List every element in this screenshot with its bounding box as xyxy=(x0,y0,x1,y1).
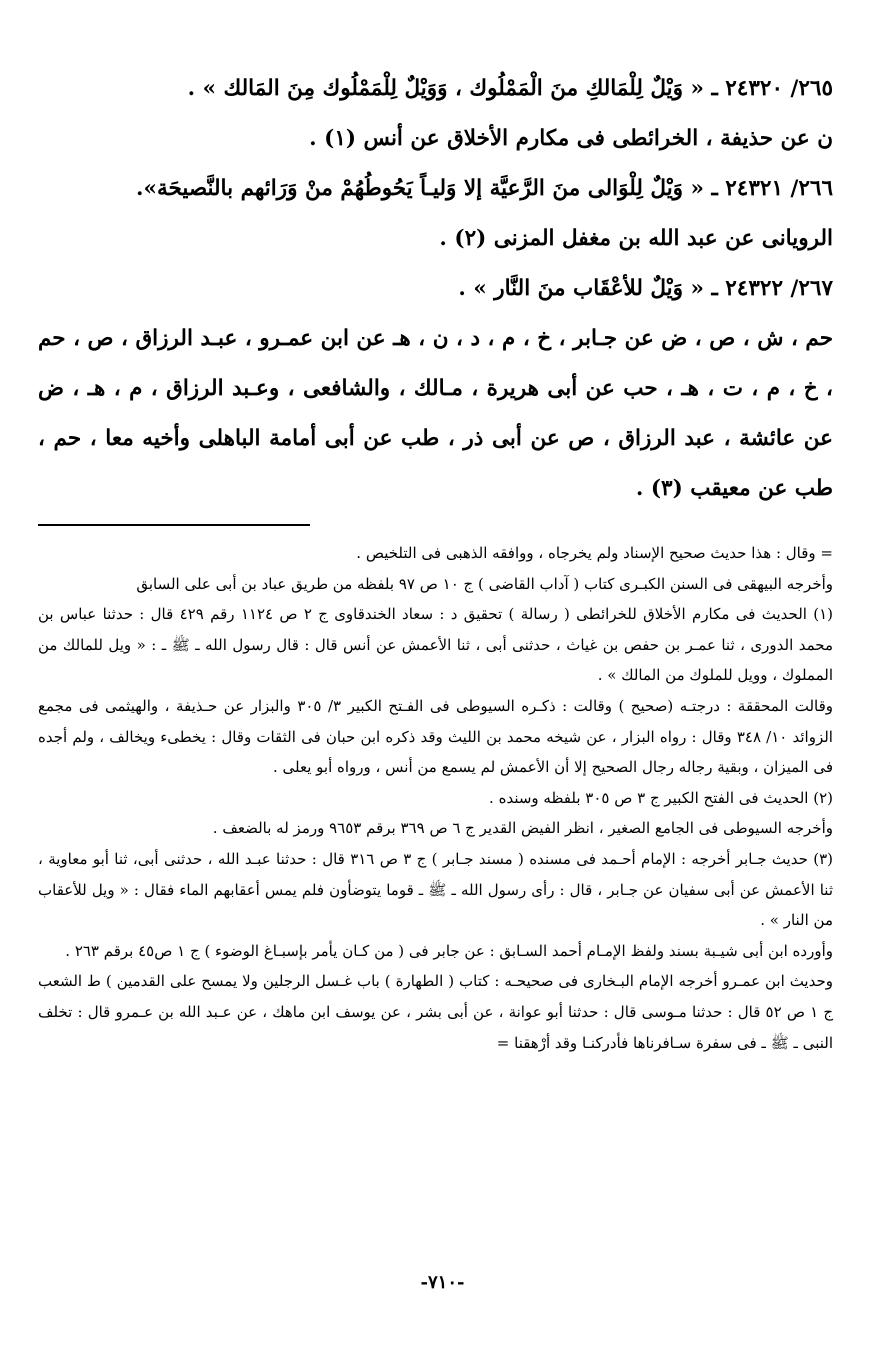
footnote-3: (٣) حديث جـابر أخرجه : الإمام أحـمد فى مسنده ( مسند جـابر ) ج ٣ ص ٣١٦ قال : حدثنا عبـد الله ، حدثنى أبى، ثنا أبو معاوية ، ثنا الأعمش عن أبى سفيان عن جـابر ، قال : رأى رسول الله ـ ﷺ ـ قوما يتوضأون فلم يمس أعقابهم الماء فقال : « ويل للأعقاب من النار » . xyxy=(38,849,833,930)
hadith-265-sources: ن عن حذيفة ، الخرائطى فى مكارم الأخلاق عن أنس (١) . xyxy=(309,126,833,151)
hadith-266-sources: الرويانى عن عبد الله بن مغفل المزنى (٢) . xyxy=(439,226,833,251)
footnote-1: (١) الحديث فى مكارم الأخلاق للخرائطى ( رسالة ) تحقيق د : سعاد الخندقاوى ج ٢ ص ١١٢٤ رقم ٤٢٩ قال : حدثنا عباس بن محمد الدورى ، ثنا عمـر بن حفص بن غياث ، حدثنى أبى ، ثنا الأعمش عن أنس قال : قال رسول الله ـ ﷺ ـ : « ويل للمالك من المملوك ، وويل للملوك من المالك » . xyxy=(38,605,834,685)
footnote-continuation: = وقال : هذا حديث صحيح الإسناد ولم يخرجاه ، ووافقه الذهبى فى التلخيص . xyxy=(356,544,833,562)
footnote-continuation-2: وأخرجه البيهقى فى السنن الكبـرى كتاب ( آداب القاضى ) ج ١٠ ص ٩٧ بلفظه من طريق عباد بن أبى على السابق xyxy=(136,574,833,593)
footnote-3-ibn-abi-shaybah: وأورده ابن أبى شيـبة بسند ولفظ الإمـام أحمد السـابق : عن جابر فى ( من كـان يأمر بإسبـاغ الوضوء ) ج ١ ص٤٥ برقم ٢٦٣ . xyxy=(65,941,833,960)
page-number: -٧١٠- xyxy=(420,1272,465,1293)
hadith-266: ٢٦٦/ ٢٤٣٢١ ـ « وَيْلٌ لِلْوَالى منَ الرَّعيَّة إلا وَليـاً يَحُوطُهُمْ منْ وَرَائهم بالنَّصيحَة». xyxy=(136,176,833,201)
hadith-265: ٢٦٥/ ٢٤٣٢٠ ـ « وَيْلٌ لِلْمَالكِ منَ الْمَمْلُوك ، وَوَيْلٌ لِلْمَمْلُوك مِنَ المَالك » . xyxy=(187,76,833,101)
footnote-1-grading: وقالت المحققة : درجتـه (صحيح ) وقالت : ذكـره السيوطى فى الفـتح الكبير ٣/ ٣٠٥ والبزار عن حـذيفة ، والهيثمى فى مجمع الزوائد ١٠/ ٣٤٨ وقال : رواه البزار ، عن شيخه محمد بن الليث وقد ذكره ابن حبان فى الثقات وقال : يخطىء ويخالف ، ولم أجده فى الميزان ، وبقية رجاله رجال الصحيح إلا أن الأعمش لم يسمع من أنس ، ورواه أبو يعلى . xyxy=(38,696,833,777)
footnote-2-extra: وأخرجه السيوطى فى الجامع الصغير ، انظر الفيض القدير ج ٦ ص ٣٦٩ برقم ٩٦٥٣ ورمز له بالضعف . xyxy=(212,819,833,838)
document-page xyxy=(38,64,833,1361)
footnotes xyxy=(38,538,833,1058)
footnote-3-bukhari: وحديث ابن عمـرو أخرجه الإمام البـخارى فى صحيحـه : كتاب ( الطهارة ) باب غـسل الرجلين ولا يمسح على القدمين ) ط الشعب ج ١ ص ٥٢ قال : حدثنا مـوسى قال : حدثنا أبو عوانة ، عن أبى بشر ، عن يوسف ابن ماهك ، عن عـبد الله بن عـمرو قال : تخلف النبى ـ ﷺ ـ فى سفرة سـافرناها فأدركنـا وقد أرْهقنا = xyxy=(38,972,834,1052)
footnote-2: (٢) الحديث فى الفتح الكبير ج ٣ ص ٣٠٥ بلفظه وسنده . xyxy=(489,788,833,807)
hadith-267: ٢٦٧/ ٢٤٣٢٢ ـ « وَيْلٌ للأعْقَاب منَ النَّار » . xyxy=(458,276,833,301)
hadith-text xyxy=(38,64,833,514)
hadith-267-sources: حم ، ش ، ص ، ض عن جـابر ، خ ، م ، د ، ن ، هـ عن ابن عمـرو ، عبـد الرزاق ، ص ، حم ، خ ، م ، ت ، هـ ، حب عن أبى هريرة ، مـالك ، والشافعى ، وعـبد الرزاق ، م ، هـ ، ض عن عائشة ، عبد الرزاق ، ص عن أبى ذر ، طب عن أبى أمامة الباهلى وأخيه معا ، حم ، طب عن معيقب (٣) . xyxy=(38,326,833,501)
footnote-separator xyxy=(38,524,310,526)
